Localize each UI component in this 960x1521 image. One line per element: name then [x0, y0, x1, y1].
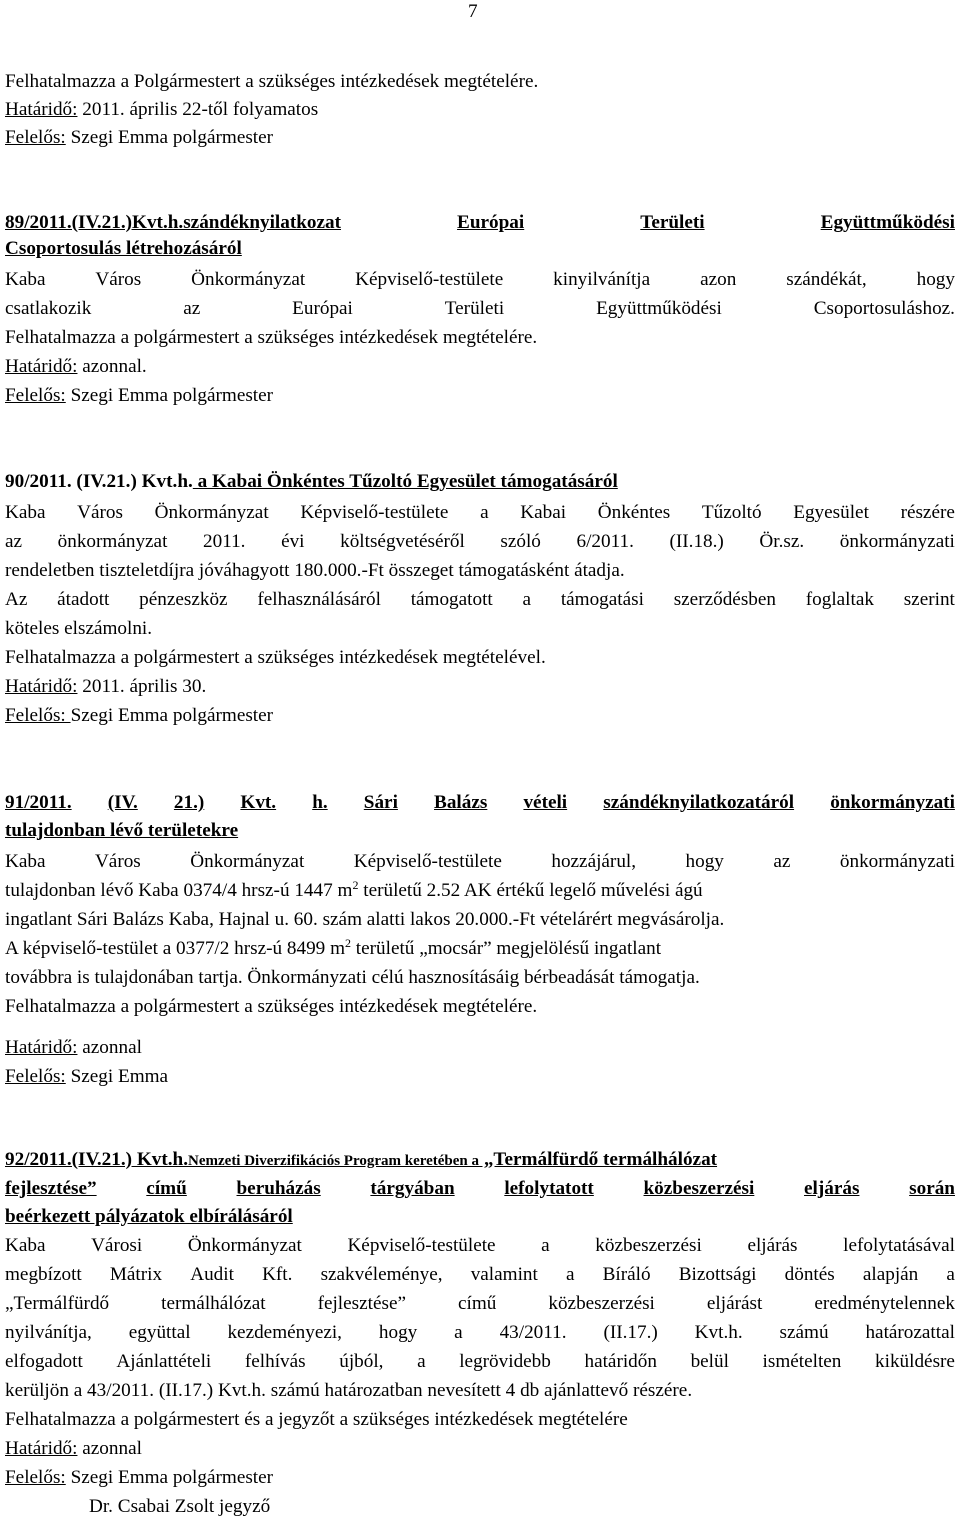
word: Képviselő-testülete: [355, 269, 504, 290]
word: nyilvánítja,: [5, 1322, 92, 1343]
word: 2011.: [203, 531, 246, 552]
word: beruházás: [236, 1178, 321, 1199]
word: költségvetéséről: [340, 531, 465, 552]
resolution-90-body: rendeletben tiszteletdíjra jóváhagyott 180.000.-Ft összeget támogatásként átadja.: [5, 560, 625, 581]
word: 21.): [173, 792, 205, 813]
resolution-90-authorization: Felhatalmazza a polgármestert a szükséges intézkedések megtételével.: [5, 647, 546, 668]
resolution-92-deadline: Határidő: azonnal: [5, 1438, 142, 1459]
resolution-89-responsible: Felelős: Szegi Emma polgármester: [5, 385, 274, 406]
word: felhasználásáról: [257, 589, 381, 610]
word: kinyilvánítja: [553, 269, 651, 290]
word: Európai: [457, 212, 525, 233]
word: az: [773, 851, 791, 872]
resolution-89-body: [5, 268, 955, 292]
word: szerződésben: [673, 589, 776, 610]
word: a: [565, 1264, 575, 1285]
word: eljárás: [747, 1235, 798, 1256]
word: eljárás: [804, 1178, 860, 1199]
word: a: [454, 1322, 463, 1343]
word: Kvt.: [240, 792, 277, 813]
word: önkormányzati: [830, 792, 955, 813]
word: hozzájárul,: [551, 851, 637, 872]
word: szándéknyilatkozatáról: [603, 792, 795, 813]
word: Együttműködési: [820, 212, 955, 233]
word: ismételten: [762, 1351, 842, 1372]
resolution-92-body: [5, 1292, 955, 1316]
word: Európai: [292, 298, 353, 319]
word: legrövidebb: [459, 1351, 551, 1372]
word: Bizottsági: [678, 1264, 757, 1285]
word: átadott: [57, 589, 110, 610]
word: Városi: [91, 1235, 143, 1256]
word: Kaba: [5, 851, 46, 872]
word: közbeszerzési: [548, 1293, 655, 1314]
word: Képviselő-testülete: [300, 502, 449, 523]
word: csatlakozik: [5, 298, 92, 319]
word: a: [522, 589, 532, 610]
word: Önkéntes: [597, 502, 671, 523]
resolution-91-body: tulajdonban lévő Kaba 0374/4 hrsz-ú 1447 $m^2$ területű 2.52 AK értékű legelő művelési ágú: [5, 878, 703, 901]
word: tárgyában: [370, 1178, 455, 1199]
word: Mátrix: [109, 1264, 163, 1285]
resolution-91-responsible: Felelős: Szegi Emma: [5, 1066, 169, 1087]
resolution-92-heading-cont: [5, 1177, 955, 1201]
word: megbízott: [5, 1264, 82, 1285]
word: kiküldésre: [875, 1351, 955, 1372]
word: Önkormányzat: [191, 269, 306, 290]
word: belül: [690, 1351, 729, 1372]
word: lefolytatott: [504, 1178, 594, 1199]
word: Kaba: [5, 269, 46, 290]
word: támogatott: [410, 589, 493, 610]
deadline-line: Határidő: 2011. április 22-től folyamatos: [5, 99, 319, 120]
word: Kaba: [5, 1235, 46, 1256]
authorization-text: Felhatalmazza a Polgármestert a szükséges intézkedések megtételére.: [5, 71, 539, 92]
resolution-91-body: A képviselő-testület a 0377/2 hrsz-ú 8499 $m^2$ területű „mocsár” megjelölésű ingatlant: [5, 936, 662, 959]
word: valamint: [470, 1264, 538, 1285]
word: vételi: [523, 792, 568, 813]
resolution-92-body: [5, 1234, 955, 1258]
page-number: 7: [468, 1, 478, 22]
word: újból,: [339, 1351, 384, 1372]
resolution-92-body: [5, 1263, 955, 1287]
resolution-92-heading-cont: beérkezett pályázatok elbírálásáról: [5, 1206, 293, 1227]
word: határidőn: [584, 1351, 657, 1372]
word: című: [146, 1178, 187, 1199]
word: hogy: [378, 1322, 418, 1343]
word: támogatási: [560, 589, 644, 610]
word: kezdeményezi,: [227, 1322, 342, 1343]
word: szóló: [500, 531, 541, 552]
word: azon: [700, 269, 737, 290]
word: Sári: [363, 792, 398, 813]
word: Audit: [190, 1264, 234, 1285]
word: Önkormányzat: [187, 1235, 302, 1256]
word: közbeszerzési: [643, 1178, 755, 1199]
word: (II.17.): [603, 1322, 658, 1343]
word: Kabai: [520, 502, 567, 523]
word: Ajánlattételi: [116, 1351, 212, 1372]
word: az: [5, 531, 23, 552]
resolution-91-heading-cont: tulajdonban lévő területekre: [5, 820, 239, 841]
resolution-90-heading: 90/2011. (IV.21.) Kvt.h. a Kabai Önkéntes Tűzoltó Egyesület támogatásáról: [5, 471, 618, 492]
word: Város: [94, 851, 141, 872]
word: elfogadott: [5, 1351, 83, 1372]
word: eljárást: [706, 1293, 763, 1314]
word: termálhálózat: [161, 1293, 266, 1314]
word: önkormányzati: [839, 851, 955, 872]
word: Képviselő-testülete: [353, 851, 502, 872]
word: 6/2011.: [576, 531, 634, 552]
resolution-89-authorization: Felhatalmazza a polgármestert a szükséges intézkedések megtételére.: [5, 327, 538, 348]
word: „Termálfürdő: [5, 1293, 110, 1314]
resolution-92-responsible-2: Dr. Csabai Zsolt jegyző: [89, 1496, 271, 1517]
word: szerint: [903, 589, 955, 610]
word: részére: [900, 502, 955, 523]
resolution-90-responsible: Felelős: Szegi Emma polgármester: [5, 705, 274, 726]
word: című: [457, 1293, 497, 1314]
word: Területi: [444, 298, 505, 319]
word: Ör.sz.: [759, 531, 805, 552]
resolution-91-authorization: Felhatalmazza a polgármestert a szükséges intézkedések megtételére.: [5, 996, 538, 1017]
word: a: [480, 502, 489, 523]
word: Az: [5, 589, 28, 610]
resolution-91-body: továbbra is tulajdonában tartja. Önkormányzati célú hasznosításáig bérbeadását támogatja.: [5, 967, 700, 988]
word: 91/2011.: [5, 792, 72, 813]
word: fejlesztése”: [317, 1293, 406, 1314]
word: a: [417, 1351, 426, 1372]
word: Együttműködési: [596, 298, 722, 319]
word: együttal: [128, 1322, 191, 1343]
resolution-91-body: [5, 850, 955, 874]
word: 89/2011.(IV.21.)Kvt.h.szándéknyilatkozat: [5, 212, 341, 233]
word: Területi: [640, 212, 705, 233]
resolution-92-heading: 92/2011.(IV.21.) Kvt.h.Nemzeti Diverzifikációs Program keretében a „Termálfürdő termálhálózat: [5, 1149, 718, 1170]
word: szakvéleménye,: [320, 1264, 443, 1285]
word: pénzeszköz: [139, 589, 228, 610]
resolution-91-heading: [5, 791, 955, 815]
word: felhívás: [244, 1351, 306, 1372]
word: Kaba: [5, 502, 46, 523]
word: során: [909, 1178, 955, 1199]
word: foglaltak: [805, 589, 874, 610]
word: szándékát,: [786, 269, 867, 290]
word: számú: [779, 1322, 829, 1343]
word: alapján: [862, 1264, 919, 1285]
resolution-89-heading-cont: Csoportosulás létrehozásáról: [5, 238, 242, 259]
resolution-91-deadline: Határidő: azonnal: [5, 1037, 142, 1058]
word: Bíráló: [602, 1264, 651, 1285]
word: hogy: [916, 269, 955, 290]
resolution-89-body: [5, 297, 955, 321]
word: (IV.: [107, 792, 138, 813]
resolution-90-body: köteles elszámolni.: [5, 618, 153, 639]
word: Önkormányzat: [154, 502, 269, 523]
word: Egyesület: [793, 502, 869, 523]
word: Tűzoltó: [701, 502, 762, 523]
word: az: [183, 298, 201, 319]
resolution-90-body: [5, 501, 955, 525]
word: önkormányzati: [839, 531, 955, 552]
resolution-90-body: [5, 588, 955, 612]
word: Csoportosuláshoz.: [813, 298, 955, 319]
resolution-90-body: [5, 530, 955, 554]
resolution-92-responsible: Felelős: Szegi Emma polgármester: [5, 1467, 274, 1488]
word: Város: [77, 502, 123, 523]
word: a: [541, 1235, 550, 1256]
resolution-92-authorization: Felhatalmazza a polgármestert és a jegyzőt a szükséges intézkedések megtételére: [5, 1409, 628, 1430]
word: Balázs: [434, 792, 488, 813]
resolution-89-deadline: Határidő: azonnal.: [5, 356, 147, 377]
resolution-92-body: [5, 1350, 955, 1374]
word: évi: [281, 531, 305, 552]
word: lefolytatásával: [843, 1235, 955, 1256]
word: határozattal: [865, 1322, 955, 1343]
word: döntés: [784, 1264, 835, 1285]
resolution-92-body: [5, 1321, 955, 1345]
word: Képviselő-testülete: [347, 1235, 496, 1256]
resolution-92-body: kerüljön a 43/2011. (II.17.) Kvt.h. számú határozatban nevesített 4 db ajánlattevő részére.: [5, 1380, 693, 1401]
word: eredménytelennek: [814, 1293, 955, 1314]
resolution-91-body: ingatlant Sári Balázs Kaba, Hajnal u. 60. szám alatti lakos 20.000.-Ft vételárért megvásárolja.: [5, 909, 725, 930]
word: Kft.: [262, 1264, 293, 1285]
word: Város: [95, 269, 142, 290]
resolution-89-heading: [5, 211, 955, 235]
word: Önkormányzat: [190, 851, 305, 872]
word: a: [946, 1264, 955, 1285]
word: közbeszerzési: [595, 1235, 702, 1256]
word: hogy: [685, 851, 724, 872]
resolution-90-deadline: Határidő: 2011. április 30.: [5, 676, 207, 697]
word: (II.18.): [669, 531, 724, 552]
word: h.: [312, 792, 328, 813]
word: Kvt.h.: [694, 1322, 743, 1343]
word: önkormányzat: [57, 531, 168, 552]
word: 43/2011.: [499, 1322, 567, 1343]
responsible-line: Felelős: Szegi Emma polgármester: [5, 127, 274, 148]
word: fejlesztése”: [5, 1178, 97, 1199]
